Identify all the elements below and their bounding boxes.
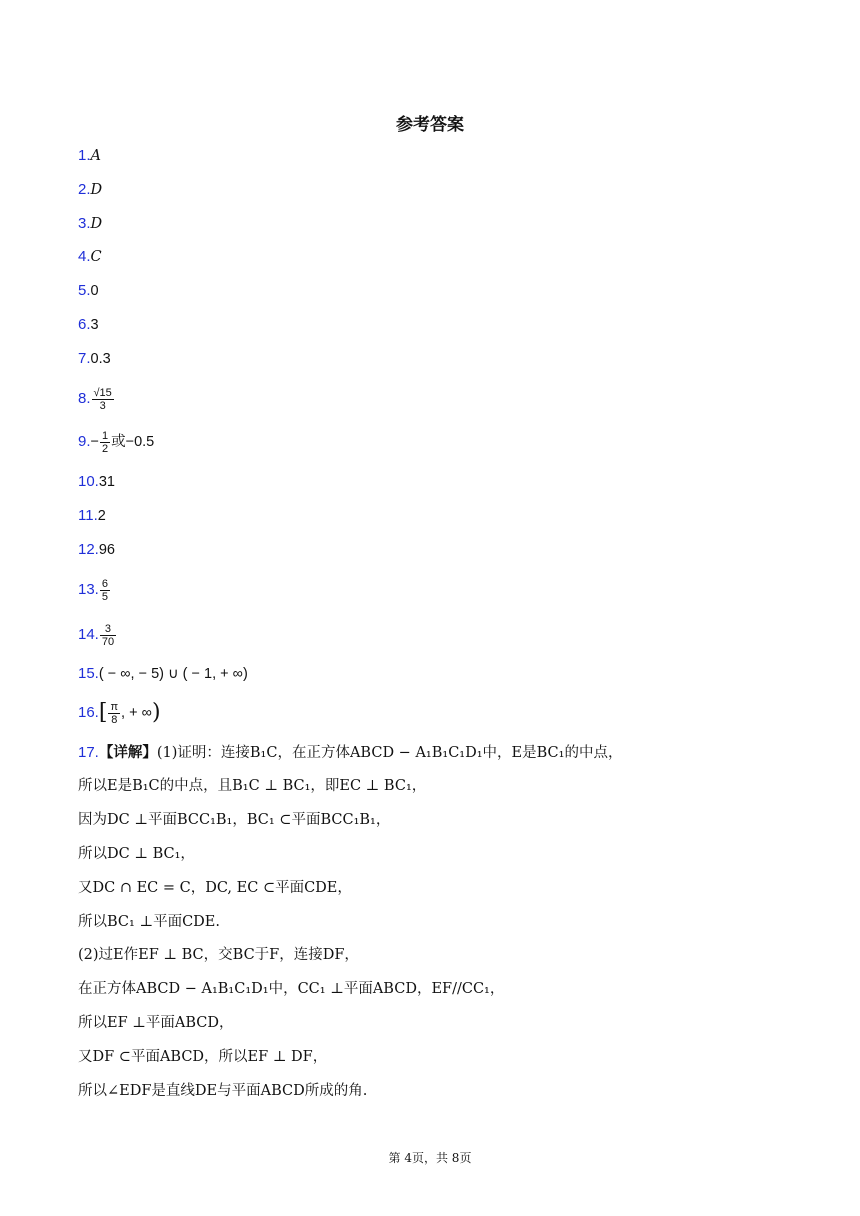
answer-fraction <box>100 430 110 455</box>
answer-fraction <box>100 623 116 648</box>
q17-line-10 <box>78 1044 327 1070</box>
answer-number: 8. <box>78 390 91 407</box>
answer-number: 6. <box>78 316 91 333</box>
detail-label: 【详解】 <box>98 745 157 761</box>
answer-number: 9. <box>78 433 91 450</box>
answer-15 <box>78 661 248 687</box>
answer-14 <box>78 622 117 648</box>
solution-text: 又DC ∩ EC = C，DC, EC ⊂平面CDE， <box>78 880 352 896</box>
fraction-numerator: √15 <box>93 386 112 399</box>
q17-line-5 <box>78 875 352 901</box>
q17-line-11 <box>78 1078 367 1104</box>
fraction-denominator: 3 <box>99 399 106 412</box>
solution-text: (1)证明：连接B₁C，在正方体ABCD − A₁B₁C₁D₁中，E是BC₁的中点， <box>156 745 623 761</box>
page-title: 参考答案 <box>396 115 464 135</box>
answer-value: ( − ∞, − 5) ∪ ( − 1, + ∞) <box>98 666 248 682</box>
solution-text: 所以DC ⊥ BC₁， <box>78 846 195 862</box>
answer-suffix: 或−0.5 <box>111 434 155 450</box>
open-bracket: [ <box>98 700 108 725</box>
q17-line-9 <box>78 1010 234 1036</box>
answer-value: C <box>90 249 102 265</box>
fraction-numerator: 6 <box>101 577 108 590</box>
answer-9 <box>78 429 154 455</box>
q17-line-7 <box>78 942 359 968</box>
answer-6 <box>78 312 99 338</box>
page-footer: 第 4页，共 8页 <box>388 1151 472 1165</box>
solution-text: 所以∠EDF是直线DE与平面ABCD所成的角. <box>78 1083 368 1099</box>
solution-text: 所以BC₁ ⊥平面CDE. <box>78 914 220 930</box>
solution-text: 因为DC ⊥平面BCC₁B₁，BC₁ ⊂平面BCC₁B₁， <box>78 812 391 828</box>
answer-number: 17. <box>78 744 99 761</box>
solution-text: 所以E是B₁C的中点，且B₁C ⊥ BC₁，即EC ⊥ BC₁， <box>78 778 427 794</box>
answer-number: 7. <box>78 350 91 367</box>
answer-number: 10. <box>78 473 99 490</box>
answer-4 <box>78 244 102 270</box>
answer-1 <box>78 143 101 169</box>
answer-value: 96 <box>98 542 115 558</box>
answer-value: 0.3 <box>90 351 111 367</box>
answer-value: A <box>90 148 101 164</box>
solution-text: (2)过E作EF ⊥ BC，交BC于F，连接DF， <box>78 947 359 963</box>
answer-11 <box>78 503 106 529</box>
answer-10 <box>78 469 115 495</box>
answer-12 <box>78 537 115 563</box>
answer-number: 12. <box>78 541 99 558</box>
answer-13 <box>78 577 111 603</box>
solution-text: 又DF ⊂平面ABCD，所以EF ⊥ DF， <box>78 1049 328 1065</box>
q17-line-1 <box>78 740 622 766</box>
q17-line-8 <box>78 976 504 1002</box>
q17-line-2 <box>78 773 426 799</box>
solution-text: 在正方体ABCD − A₁B₁C₁D₁中，CC₁ ⊥平面ABCD，EF//CC₁， <box>78 981 505 997</box>
answer-fraction <box>100 578 110 603</box>
answer-3 <box>78 211 102 237</box>
close-bracket: ) <box>151 700 161 725</box>
q17-line-6 <box>78 909 220 935</box>
answer-number: 3. <box>78 215 91 232</box>
answer-value: 2 <box>97 508 106 524</box>
fraction-denominator: 2 <box>101 442 109 455</box>
fraction-numerator: π <box>110 700 119 713</box>
answer-number: 15. <box>78 665 99 682</box>
fraction-numerator: 3 <box>100 623 116 636</box>
answer-2 <box>78 177 102 203</box>
answer-number: 4. <box>78 248 91 265</box>
answer-fraction <box>108 701 120 726</box>
answer-16 <box>78 700 161 726</box>
answer-suffix: , + ∞ <box>121 705 152 721</box>
answer-number: 11. <box>78 507 98 524</box>
fraction-denominator: 8 <box>111 713 118 726</box>
answer-8 <box>78 386 115 412</box>
answer-number: 2. <box>78 181 91 198</box>
fraction-denominator: 5 <box>101 590 108 603</box>
answer-number: 13. <box>78 581 99 598</box>
answer-5 <box>78 278 99 304</box>
answer-number: 16. <box>78 704 99 721</box>
answer-value: D <box>90 216 103 232</box>
answer-fraction <box>92 387 114 412</box>
solution-text: 所以EF ⊥平面ABCD， <box>78 1015 234 1031</box>
answer-value: D <box>90 182 103 198</box>
answer-value: 3 <box>90 317 99 333</box>
answer-value: 31 <box>98 474 115 490</box>
fraction-denominator: 70 <box>101 635 115 648</box>
answer-7 <box>78 346 111 372</box>
answer-number: 5. <box>78 282 91 299</box>
fraction-numerator: 1 <box>101 429 109 442</box>
answer-value: 0 <box>90 283 99 299</box>
answer-number: 14. <box>78 626 99 643</box>
q17-line-4 <box>78 841 195 867</box>
answer-prefix: − <box>90 434 99 450</box>
q17-line-3 <box>78 807 390 833</box>
answer-number: 1. <box>78 147 91 164</box>
